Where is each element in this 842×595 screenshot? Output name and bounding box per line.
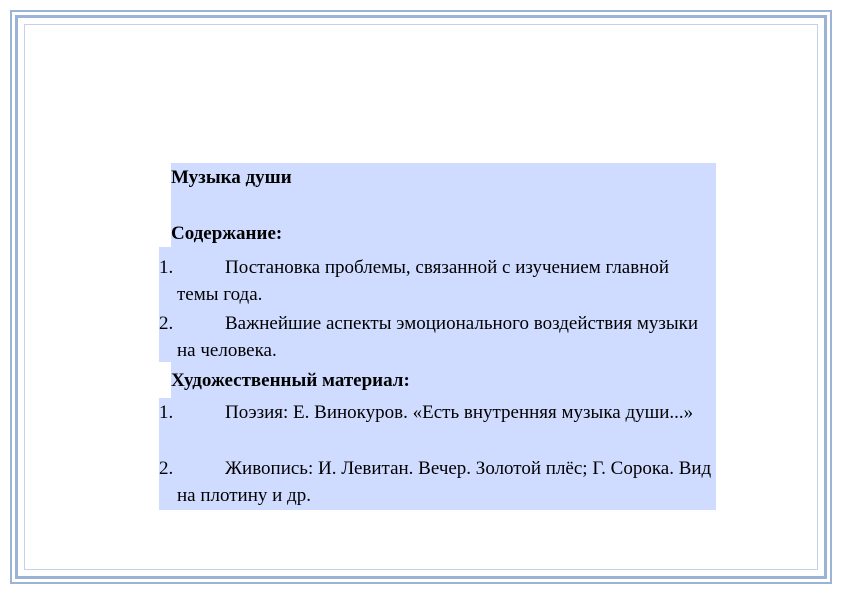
content-heading: Содержание: [171,223,283,244]
list-item-number: 2. [159,458,174,479]
document-title: Музыка души [171,167,292,188]
list-item-number: 1. [159,257,174,278]
list-item-text: Живопись: И. Левитан. Вечер. Золотой плёс; Г. Сорока. Вид на плотину и др. [177,458,712,506]
list-item-text: Важнейшие аспекты эмоционального воздействия музыки на человека. [177,313,699,361]
list-item [159,399,715,426]
list-item [159,254,715,308]
material-heading: Художественный материал: [171,370,410,391]
list-item-number: 2. [159,313,174,334]
list-item-number: 1. [159,402,174,423]
list-item [159,455,715,509]
list-item-text: Поэзия: Е. Винокуров. «Есть внутренняя музыка души...» [225,402,694,423]
list-item-text: Постановка проблемы, связанной с изучением главной темы года. [177,257,670,305]
list-item [159,310,715,364]
